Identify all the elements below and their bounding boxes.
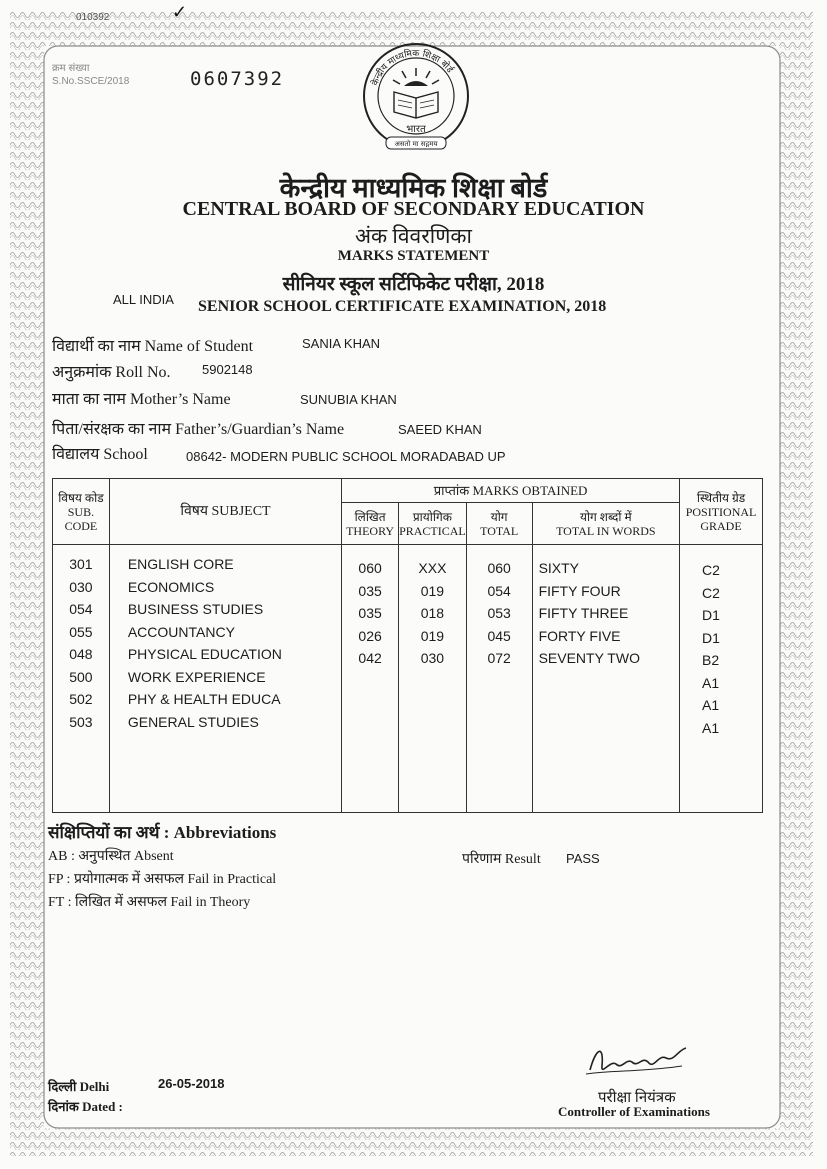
table-row-grade: C2 <box>702 584 720 601</box>
table-row-code: 502 <box>69 691 93 707</box>
serial-label <box>52 62 129 88</box>
table-row-subject: WORK EXPERIENCE <box>127 668 266 685</box>
table-row-subject: PHYSICAL EDUCATION <box>127 646 282 662</box>
student-name-label: विद्यार्थी का नाम Name of Student <box>52 338 254 355</box>
header-sub-code-line1: SUB. <box>67 504 95 519</box>
mother-name-label: माता का नाम Mother’s Name <box>52 391 231 408</box>
exam-title-english: SENIOR SCHOOL CERTIFICATE EXAMINATION, 2018 <box>198 298 607 315</box>
father-name: SAEED KHAN <box>398 422 482 437</box>
table-row-code: 048 <box>69 646 93 662</box>
table-row-subject: ACCOUNTANCY <box>127 623 235 640</box>
table-row-total: 045 <box>487 627 511 644</box>
table-row-words: FORTY FIVE <box>538 627 621 644</box>
header-theory-hi: लिखित <box>354 509 386 524</box>
statement-title-hindi: अंक विवरणिका <box>355 224 472 248</box>
table-row-theory: 042 <box>358 650 382 666</box>
place-label: दिल्ली Delhi <box>48 1079 110 1094</box>
header-grade-line1: POSITIONAL <box>685 504 757 519</box>
table-row-code: 503 <box>69 713 93 730</box>
mother-name: SUNUBIA KHAN <box>300 392 397 407</box>
table-row-grade: A1 <box>702 697 720 713</box>
header-theory-en: THEORY <box>346 523 395 538</box>
table-row-theory: 035 <box>358 582 382 599</box>
school-label: विद्यालय School <box>52 446 148 463</box>
table-row-grade: D1 <box>702 629 720 646</box>
svg-text:असतो मा सद्गमय: असतो मा सद्गमय <box>394 140 438 148</box>
roll-number: 5902148 <box>202 362 253 377</box>
statement-title-english: MARKS STATEMENT <box>337 248 490 264</box>
marks-table <box>52 478 763 813</box>
abbreviation-fail-practical: FP : प्रयोगात्मक में असफल Fail in Practical <box>48 872 277 887</box>
table-row-total: 054 <box>487 582 511 599</box>
table-row-practical: 019 <box>420 627 445 644</box>
table-row-practical: 030 <box>420 650 445 666</box>
table-row-practical: 018 <box>420 605 445 621</box>
table-row-theory: 026 <box>358 627 382 644</box>
table-row-subject: ECONOMICS <box>127 578 215 595</box>
header-subject: विषय SUBJECT <box>109 479 341 545</box>
table-row-words: FIFTY THREE <box>538 605 629 621</box>
table-row-code: 055 <box>69 623 93 640</box>
header-practical <box>399 503 467 545</box>
serial-number-top: 010392 <box>76 12 110 23</box>
header-sub-code-line2: CODE <box>64 518 98 533</box>
school-name: 08642- MODERN PUBLIC SCHOOL MORADABAD UP <box>186 449 506 464</box>
svg-text:केन्द्रीय माध्यमिक शिक्षा बोर्: केन्द्रीय माध्यमिक शिक्षा बोर्ड <box>370 48 455 88</box>
header-total-in-words <box>532 503 679 545</box>
column-total-in-words <box>532 545 679 813</box>
result-label: परिणाम Result <box>462 852 541 867</box>
column-subject <box>109 545 341 813</box>
table-row-theory: 035 <box>358 605 382 621</box>
column-practical <box>399 545 467 813</box>
roll-number-label: अनुक्रमांक Roll No. <box>52 364 171 381</box>
pen-mark: ✓ <box>172 2 188 22</box>
table-row-subject: ENGLISH CORE <box>127 556 234 572</box>
column-theory <box>342 545 399 813</box>
cbse-emblem-logo <box>360 40 472 158</box>
father-name-label: पिता/संरक्षक का नाम Father’s/Guardian’s Name <box>52 421 345 438</box>
controller-title-hindi: परीक्षा नियंत्रक <box>598 1090 676 1106</box>
table-row-grade: D1 <box>702 607 720 623</box>
table-row-total: 053 <box>487 605 511 621</box>
header-words-en: TOTAL IN WORDS <box>556 523 656 538</box>
result-value: PASS <box>566 851 600 866</box>
table-row-words: SEVENTY TWO <box>538 650 640 666</box>
table-row-grade: B2 <box>702 652 720 668</box>
table-row-grade: C2 <box>702 562 720 578</box>
board-name-english: CENTRAL BOARD OF SECONDARY EDUCATION <box>182 198 645 220</box>
table-row-practical: 019 <box>420 582 445 599</box>
header-words-hi: योग शब्दों में <box>579 509 632 524</box>
table-row-code: 054 <box>69 601 93 617</box>
header-marks-obtained: प्राप्तांक MARKS OBTAINED <box>342 479 680 503</box>
column-total <box>466 545 532 813</box>
board-name-hindi: केन्द्रीय माध्यमिक शिक्षा बोर्ड <box>279 173 548 203</box>
header-sub-code-hi: विषय कोड <box>58 490 104 505</box>
controller-title-english: Controller of Examinations <box>558 1104 710 1119</box>
table-row-practical: XXX <box>418 560 447 576</box>
table-row-grade: A1 <box>702 674 720 691</box>
table-row-total: 072 <box>487 650 511 666</box>
column-grade <box>680 545 763 813</box>
svg-text:भारत: भारत <box>406 124 426 135</box>
dated-label: दिनांक Dated : <box>48 1099 123 1114</box>
exam-title-hindi: सीनियर स्कूल सर्टिफिकेट परीक्षा, 2018 <box>282 274 545 295</box>
header-grade-line2: GRADE <box>700 518 742 533</box>
table-row-words: SIXTY <box>538 560 580 576</box>
abbreviation-absent: AB : अनुपस्थित Absent <box>48 849 174 864</box>
column-sub-code <box>53 545 110 813</box>
table-row-code: 030 <box>69 578 93 595</box>
table-row-subject: GENERAL STUDIES <box>127 713 259 730</box>
table-row-theory: 060 <box>358 560 382 576</box>
issue-date: 26-05-2018 <box>158 1076 225 1091</box>
header-grade-hi: स्थितीय ग्रेड <box>696 490 746 505</box>
header-total <box>466 503 532 545</box>
student-name: SANIA KHAN <box>302 336 381 351</box>
header-sub-code <box>53 479 110 545</box>
abbreviation-fail-theory: FT : लिखित में असफल Fail in Theory <box>48 895 251 910</box>
header-total-hi: योग <box>490 509 508 524</box>
controller-signature <box>582 1040 692 1082</box>
header-theory <box>342 503 399 545</box>
certificate-number: 0607392 <box>190 68 285 90</box>
serial-label-en: S.No.SSCE/2018 <box>52 76 130 87</box>
abbreviations-title: संक्षिप्तियों का अर्थ : Abbreviations <box>48 823 277 842</box>
serial-label-hi: क्रम संख्या <box>52 63 90 74</box>
header-practical-hi: प्रायोगिक <box>412 509 452 524</box>
header-positional-grade <box>680 479 763 545</box>
table-row-code: 301 <box>69 556 93 572</box>
region-label: ALL INDIA <box>113 292 174 307</box>
table-row-code: 500 <box>69 668 93 685</box>
table-row-subject: BUSINESS STUDIES <box>127 601 264 617</box>
table-row-subject: PHY & HEALTH EDUCA <box>127 691 281 707</box>
header-practical-en: PRACTICAL <box>399 523 466 538</box>
header-total-en: TOTAL <box>480 523 519 538</box>
table-row-total: 060 <box>487 560 511 576</box>
table-row-grade: A1 <box>702 719 720 736</box>
table-row-words: FIFTY FOUR <box>538 582 621 599</box>
